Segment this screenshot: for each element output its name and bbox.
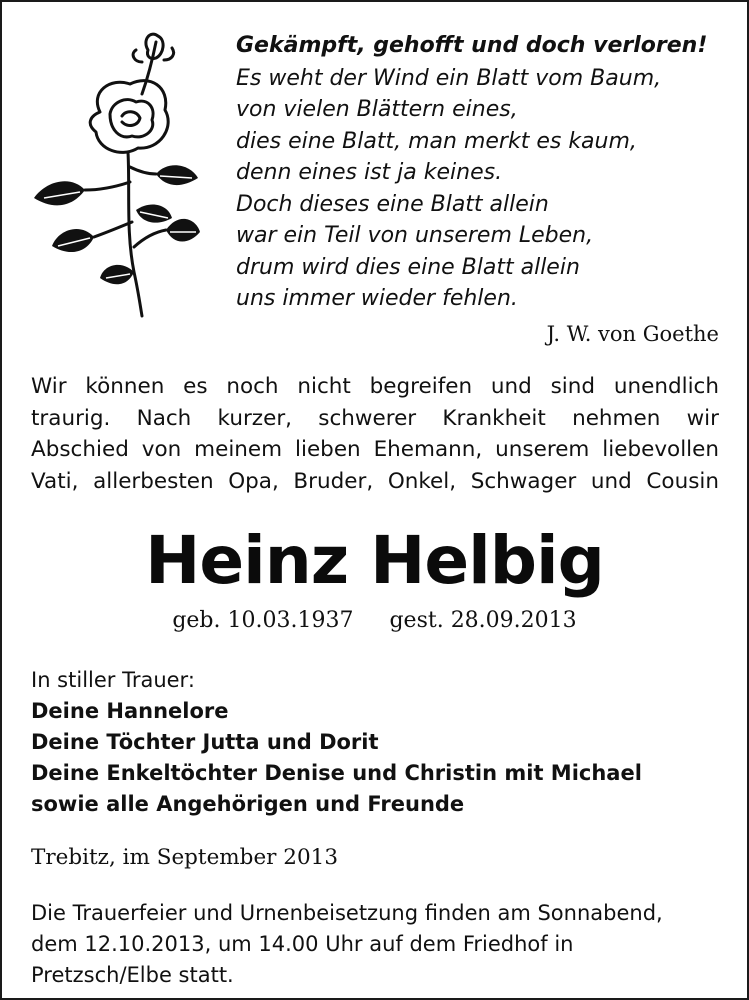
intro-line: Vati, allerbesten Opa, Bruder, Onkel, Schwager und Cousin [31, 468, 719, 494]
intro-line: Abschied von meinem lieben Ehemann, unserem liebevollen [31, 437, 719, 462]
intro-line: Wir können es noch nicht begreifen und sind unendlich [31, 374, 719, 399]
poem-line: war ein Teil von unserem Leben, [236, 223, 594, 248]
deceased-name: Heinz Helbig [145, 522, 604, 599]
poem-line: denn eines ist ja keines. [236, 160, 503, 185]
intro-text [31, 371, 719, 497]
poem-line: dies eine Blatt, man merkt es kaum, [236, 128, 637, 154]
poem-line: Es weht der Wind ein Blatt vom Baum, [236, 65, 662, 91]
poem-line: drum wird dies eine Blatt allein [236, 254, 580, 280]
poem-line: von vielen Blättern eines, [236, 97, 518, 122]
poem-title: Gekämpft, gehofft und doch verloren! [236, 33, 708, 58]
ceremony-line: dem 12.10.2013, um 14.00 Uhr auf dem Friedhof in [31, 932, 574, 956]
poem [236, 30, 720, 315]
death-date: gest. 28.09.2013 [389, 608, 577, 633]
mourner-name: Deine Enkeltöchter Denise und Christin mit Michael [31, 761, 642, 785]
intro-line: traurig. Nach kurzer, schwerer Krankheit nehmen wir [31, 405, 719, 431]
poem-line: uns immer wieder fehlen. [236, 286, 518, 311]
mourners-heading: In stiller Trauer: [31, 668, 195, 692]
mourner-name: sowie alle Angehörigen und Freunde [31, 792, 465, 816]
ceremony-line: Pretzsch/Elbe statt. [31, 963, 234, 987]
mourner-name: Deine Töchter Jutta und Dorit [31, 730, 379, 754]
birth-date: geb. 10.03.1937 [172, 608, 354, 633]
mourner-name: Deine Hannelore [31, 699, 229, 723]
life-dates [0, 608, 749, 633]
rose-icon [30, 32, 200, 322]
poem-author: J. W. von Goethe [546, 322, 719, 346]
place-date: Trebitz, im September 2013 [31, 845, 338, 870]
mourners [31, 665, 721, 820]
ceremony-notice [31, 898, 731, 991]
poem-line: Doch dieses eine Blatt allein [236, 191, 549, 217]
ceremony-line: Die Trauerfeier und Urnenbeisetzung finden am Sonnabend, [31, 901, 663, 925]
